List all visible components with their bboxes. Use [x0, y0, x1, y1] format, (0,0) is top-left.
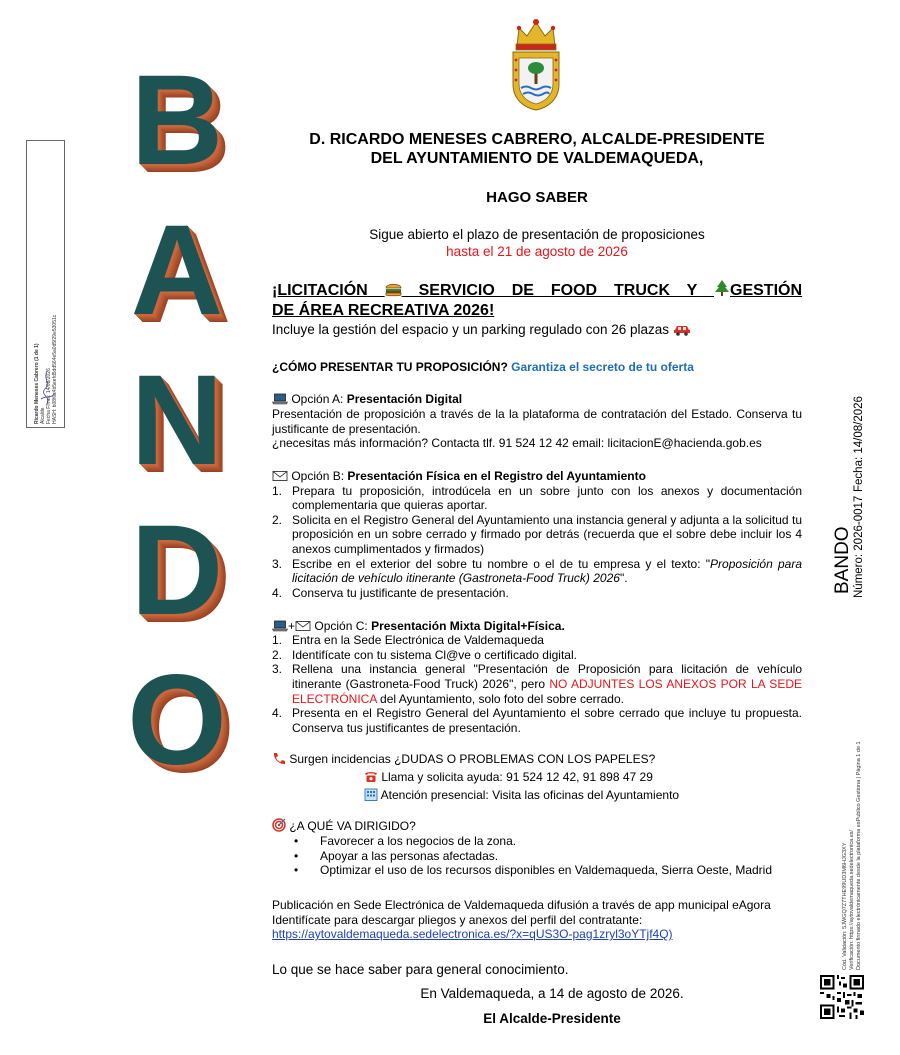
incidencias-presencial-row [364, 788, 802, 803]
right-bando-label: BANDO [832, 526, 853, 594]
incidencias-phone: Llama y solicita ayuda: 91 524 12 42, 91 898 47 29 [381, 770, 653, 785]
licitacion-part2: SERVICIO DE FOOD TRUCK Y [418, 282, 698, 300]
licitacion-line-2: DE ÁREA RECREATIVA 2026! [272, 302, 495, 320]
closing-date: En Valdemaqueda, a 14 de agosto de 2026. [420, 986, 684, 1002]
option-b-item-2: Solicita en el Registro General del Ayuntamiento una instancia general y adjunta a la solicitud tu proposición en un sobre cerrado y firmado por detrás (recuerda que el sobre debe incluir los 4 anexos cumplimentados y firmados) [292, 512, 802, 557]
option-c-item-3-warning: NO ADJUNTES LOS ANEXOS POR LA SEDE ELECTRÓNICA [292, 677, 802, 706]
list-item: 1. Prepara tu proposición, introdúcela en un sobre junto con los anexos y documentación complementaria que quieras aportar. [272, 483, 802, 513]
option-b-list [272, 484, 802, 601]
telephone-icon [364, 770, 378, 783]
list-item: • Apoyar a las personas afectadas. [294, 848, 499, 863]
main-content [272, 130, 802, 1027]
licitacion-part3: GESTIÓN [730, 282, 803, 300]
big-letter-o: O [127, 649, 227, 792]
signature-date: Fecha Firma: 14/08/2026 [45, 368, 52, 424]
big-letter-b: B [130, 49, 224, 192]
option-a-heading [272, 392, 802, 407]
signature-role: Alcalde [39, 407, 46, 424]
dirigido-item-2: Apoyar a las personas afectadas. [320, 848, 499, 863]
verification-url: Verificación: https://aytovaldemaqueda.sedelectronica.es/ [849, 829, 855, 970]
big-letter-n: N [130, 349, 224, 492]
option-c-item-3-post: del Ayuntamiento, solo foto del sobre cerrado. [380, 691, 624, 706]
licitacion-part1: ¡LICITACIÓN [272, 282, 368, 300]
option-b-item-3 [292, 557, 802, 586]
option-b-item-4: Conserva tu justificante de presentación. [292, 585, 509, 600]
coat-of-arms-icon [509, 16, 563, 112]
envelope-icon [272, 470, 288, 482]
list-item: 3. Rellena una instancia general "Presentación de Proposición para licitación de vehículo itinerante (Gastroneta-Food Truck) 2026", pero NO ADJUNTES LOS ANEXOS POR LA SEDE ELECTRÓNICA del Ayuntamiento, solo foto del sobre cerrado. [272, 662, 802, 706]
list-item: 4. Presenta en el Registro General del Ayuntamiento el sobre cerrado que incluye tu propuesta. Conserva tus justificantes de presentación. [272, 706, 802, 735]
list-item: 1. Entra en la Sede Electrónica de Valdemaqueda [272, 633, 802, 648]
validation-code: Cód. Validación: 5JWGQ7Z7THE99UD3M6HJG3XY [842, 842, 848, 970]
big-letter-a: A [130, 199, 224, 342]
como-question: ¿CÓMO PRESENTAR TU PROPOSICIÓN? [272, 359, 508, 374]
right-fecha: Fecha: 14/08/2026 [853, 396, 865, 492]
option-b-heading [272, 469, 802, 484]
publicacion-block [272, 898, 802, 942]
incidencias-presencial: Atención presencial: Visita las oficinas del Ayuntamiento [380, 787, 680, 802]
plazo-block [272, 226, 802, 260]
como-secret: Garantiza el secreto de tu oferta [511, 359, 694, 374]
envelope-icon [295, 620, 311, 632]
option-b-item-1: Prepara tu proposición, introdúcela en un sobre junto con los anexos y documentación complementaria que quieras aportar. [292, 483, 802, 513]
dirigido-title: ¿A QUÉ VA DIRIGIDO? [289, 819, 416, 834]
dirigido-list [294, 834, 802, 878]
option-c-item-3 [292, 662, 802, 706]
car-icon [673, 324, 691, 336]
incluye-label: Incluye la gestión del espacio y un parking regulado con 26 plazas [272, 322, 670, 338]
header-title [272, 130, 802, 168]
option-c-title: Presentación Mixta Digital+Física. [371, 618, 565, 633]
bando-big-letters [112, 46, 242, 796]
incidencias-title: Surgen incidencias ¿DUDAS O PROBLEMAS CON LOS PAPELES? [289, 751, 656, 766]
option-c-item-2: Identifícate con tu sistema Cl@ve o certificado digital. [292, 647, 577, 662]
plazo-line-1: Sigue abierto el plazo de presentación de proposiciones [369, 227, 705, 243]
option-a-title: Presentación Digital [346, 392, 463, 407]
list-item: 4. Conserva tu justificante de presentación. [272, 586, 802, 601]
como-presentar [272, 360, 802, 375]
option-a-text-1: Presentación de proposición a través de la la plataforma de contratación del Estado. Conserva tu justificante de presentación. [272, 407, 802, 436]
option-b-item-3-italic: Proposición para licitación de vehículo itinerante (Gastroneta-Food Truck) 2026 [292, 556, 802, 586]
closing-line-1: Lo que se hace saber para general conocimiento. [272, 961, 569, 977]
big-letter-d: D [130, 499, 224, 642]
phone-icon [272, 752, 286, 765]
plazo-deadline: hasta el 21 de agosto de 2026 [446, 244, 628, 260]
incidencias-heading [272, 752, 802, 767]
tree-icon [714, 280, 730, 297]
publicacion-line-1: Publicación en Sede Electrónica de Valdemaqueda difusión a través de app municipal eAgora [272, 897, 771, 912]
list-item: • Favorecer a los negocios de la zona. [294, 834, 517, 849]
dirigido-item-1: Favorecer a los negocios de la zona. [320, 834, 517, 849]
list-item: 2. Solicita en el Registro General del Ayuntamiento una instancia general y adjunta a la solicitud tu proposición en un sobre cerrado y firmado por detrás (recuerda que el sobre debe incluir los 4 anexos cumplimentados y firmados) [272, 512, 802, 557]
dirigido-heading [272, 818, 802, 834]
laptop-icon [272, 620, 288, 632]
option-a-prefix: Opción A: [291, 392, 344, 407]
signature-box [26, 140, 65, 428]
publicacion-line-2: Identifícate para descargar pliegos y anexos del perfil del contratante: [272, 912, 643, 927]
option-c-heading: + Opción C: Presentación Mixta Digital+Física. [272, 619, 802, 634]
option-b-prefix: Opción B: [291, 468, 345, 483]
incidencias-phone-row [364, 770, 802, 785]
right-numero: Número: 2026-0017 [853, 495, 865, 598]
option-c-item-3-pre: Rellena una instancia general "Presentación de Proposición para licitación de vehículo itinerante (Gastroneta-Food Truck) 2026", pero [292, 662, 802, 692]
closing-signer: El Alcalde-Presidente [483, 1010, 621, 1026]
option-b-title: Presentación Física en el Registro del Ayuntamiento [347, 468, 646, 483]
target-icon [272, 818, 286, 832]
incluye-text [272, 322, 802, 338]
option-b-item-3-post: ". [619, 571, 628, 586]
hago-saber: HAGO SABER [486, 189, 588, 206]
incidencias-contact [364, 770, 802, 802]
option-a-text-2: ¿necesitas más información? Contacta tlf. 91 524 12 42 email: licitacionE@hacienda.gob.es [272, 436, 762, 451]
option-c-item-4: Presenta en el Registro General del Ayuntamiento el sobre cerrado que incluye tu propuesta. Conserva tus justificantes de presentación. [292, 706, 802, 735]
signature-scribble [33, 369, 59, 409]
list-item: • Optimizar el uso de los recursos disponibles en Valdemaqueda, Sierra Oeste, Madrid [294, 863, 773, 878]
office-building-icon [364, 788, 378, 801]
burger-icon [385, 282, 402, 297]
option-c-prefix: Opción C: [314, 618, 368, 633]
title-line-1: D. RICARDO MENESES CABRERO, ALCALDE-PRESIDENTE [309, 131, 765, 148]
option-c-item-1: Entra en la Sede Electrónica de Valdemaqueda [292, 633, 544, 648]
list-item: 3. Escribe en el exterior del sobre tu nombre o el de tu empresa y el texto: "Proposición para licitación de vehículo itinerante (Gastroneta-Food Truck) 2026". [272, 556, 802, 586]
qr-code-icon [820, 975, 864, 1019]
dirigido-item-3: Optimizar el uso de los recursos disponibles en Valdemaqueda, Sierra Oeste, Madrid [320, 863, 773, 878]
signed-platform-note: Documento firmado electrónicamente desde la plataforma esPublico Gestiona | Página 1 de 1 [856, 741, 862, 970]
option-b-item-3-pre: Escribe en el exterior del sobre tu nombre o el de tu empresa y el texto: " [292, 556, 711, 571]
signature-hash: HASH: b08f6c4b5eefd5dd564e5a0d5f29e53051c [51, 314, 58, 424]
licitacion-heading [272, 280, 802, 301]
option-c-list [272, 633, 802, 735]
title-line-2: DEL AYUNTAMIENTO DE VALDEMAQUEDA, [370, 150, 704, 167]
signature-name: Ricardo Meneses Cabrero (1 de 1) [33, 343, 40, 424]
laptop-icon [272, 393, 288, 405]
perfil-contratante-link[interactable]: https://aytovaldemaqueda.sedelectronica.es/?x=qUS3O-pag1zryl3oYTjf4Q) [272, 927, 673, 942]
list-item: 2. Identifícate con tu sistema Cl@ve o certificado digital. [272, 648, 802, 663]
